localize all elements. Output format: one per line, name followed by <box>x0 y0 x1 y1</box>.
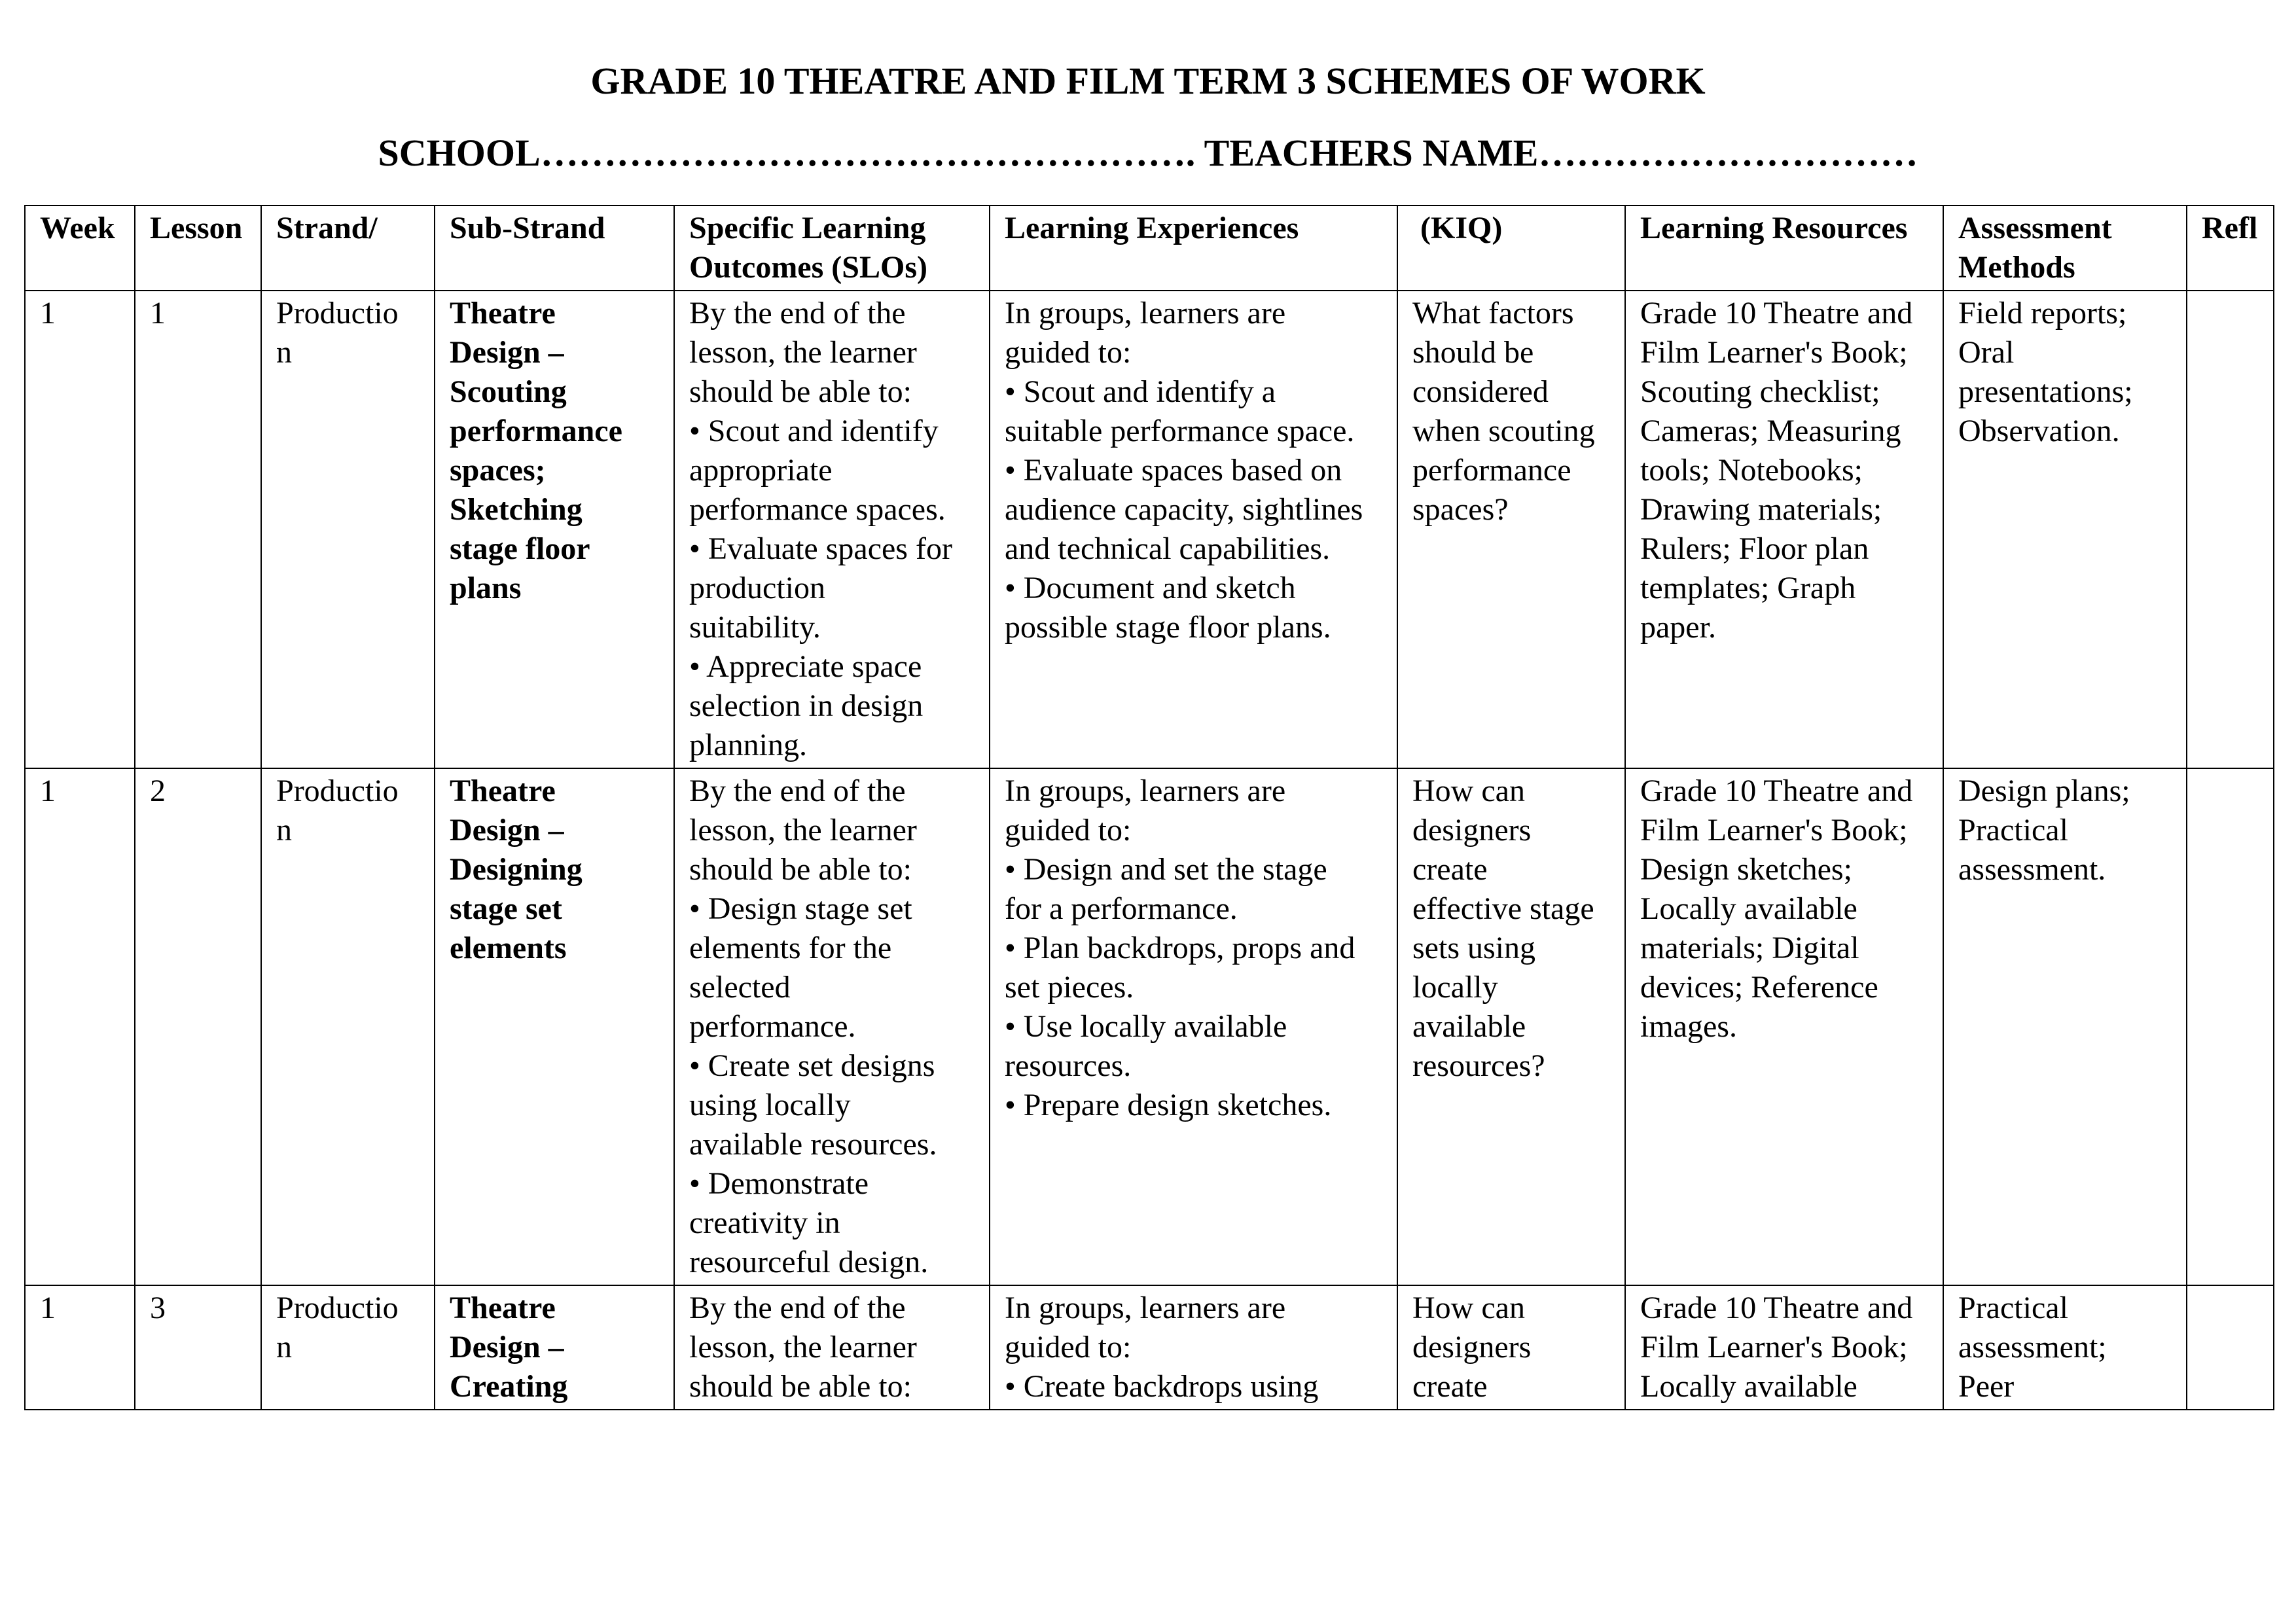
cell-reflection <box>2187 768 2274 1285</box>
cell-lesson: 1 <box>135 291 261 768</box>
cell-learning-resources: Grade 10 Theatre and Film Learner's Book; Scouting checklist; Cameras; Measuring tools; Notebooks; Drawing materials; Rulers; Floor plan templates; Graph paper. <box>1625 291 1943 768</box>
column-header-learning-experiences: Learning Experiences <box>990 205 1397 291</box>
cell-sub-strand: Theatre Design – Designing stage set elements <box>435 768 674 1285</box>
column-header-sub-strand: Sub-Strand <box>435 205 674 291</box>
cell-kiq: How can designers create effective stage sets using locally available resources? <box>1397 768 1625 1285</box>
cell-learning-resources: Grade 10 Theatre and Film Learner's Book; Design sketches; Locally available materials; Digital devices; Reference images. <box>1625 768 1943 1285</box>
cell-assessment-methods: Field reports; Oral presentations; Observation. <box>1943 291 2187 768</box>
cell-learning-resources: Grade 10 Theatre and Film Learner's Book; Locally available <box>1625 1285 1943 1410</box>
cell-week: 1 <box>25 768 135 1285</box>
column-header-kiq: (KIQ) <box>1397 205 1625 291</box>
cell-learning-experiences: In groups, learners are guided to: • Scout and identify a suitable performance space. • Evaluate spaces based on audience capacity, sightlines and technical capabilities. • Document and sketch possible stage floor plans. <box>990 291 1397 768</box>
cell-reflection <box>2187 291 2274 768</box>
column-header-strand: Strand/ <box>261 205 435 291</box>
cell-slos: By the end of the lesson, the learner should be able to: • Design stage set elements for the selected performance. • Create set designs using locally available resources. • Demonstrate creativity in resourceful design. <box>674 768 990 1285</box>
cell-kiq: How can designers create <box>1397 1285 1625 1410</box>
cell-learning-experiences: In groups, learners are guided to: • Create backdrops using <box>990 1285 1397 1410</box>
cell-week: 1 <box>25 1285 135 1410</box>
school-teacher-line: SCHOOL……………………………………………. TEACHERS NAME………………………… <box>378 132 1918 174</box>
cell-reflection <box>2187 1285 2274 1410</box>
cell-strand: Productio n <box>261 291 435 768</box>
cell-week: 1 <box>25 291 135 768</box>
cell-lesson: 3 <box>135 1285 261 1410</box>
cell-strand: Productio n <box>261 1285 435 1410</box>
cell-assessment-methods: Practical assessment; Peer <box>1943 1285 2187 1410</box>
column-header-reflection: Refl <box>2187 205 2274 291</box>
table-header-row <box>25 205 2274 291</box>
cell-slos: By the end of the lesson, the learner should be able to: • Scout and identify appropriate performance spaces. • Evaluate spaces for production suitability. • Appreciate space selection in design planning. <box>674 291 990 768</box>
cell-lesson: 2 <box>135 768 261 1285</box>
cell-kiq: What factors should be considered when scouting performance spaces? <box>1397 291 1625 768</box>
cell-strand: Productio n <box>261 768 435 1285</box>
column-header-assessment-methods: Assessment Methods <box>1943 205 2187 291</box>
cell-assessment-methods: Design plans; Practical assessment. <box>1943 768 2187 1285</box>
table-row <box>25 768 2274 1285</box>
column-header-week: Week <box>25 205 135 291</box>
schemes-of-work-table <box>24 205 2274 1410</box>
document-title: GRADE 10 THEATRE AND FILM TERM 3 SCHEMES OF WORK <box>590 60 1706 102</box>
column-header-learning-resources: Learning Resources <box>1625 205 1943 291</box>
column-header-lesson: Lesson <box>135 205 261 291</box>
cell-slos: By the end of the lesson, the learner should be able to: <box>674 1285 990 1410</box>
table-row <box>25 1285 2274 1410</box>
cell-sub-strand: Theatre Design – Creating <box>435 1285 674 1410</box>
table-row <box>25 291 2274 768</box>
cell-sub-strand: Theatre Design – Scouting performance spaces; Sketching stage floor plans <box>435 291 674 768</box>
column-header-slos: Specific Learning Outcomes (SLOs) <box>674 205 990 291</box>
cell-learning-experiences: In groups, learners are guided to: • Design and set the stage for a performance. • Plan backdrops, props and set pieces. • Use locally available resources. • Prepare design sketches. <box>990 768 1397 1285</box>
